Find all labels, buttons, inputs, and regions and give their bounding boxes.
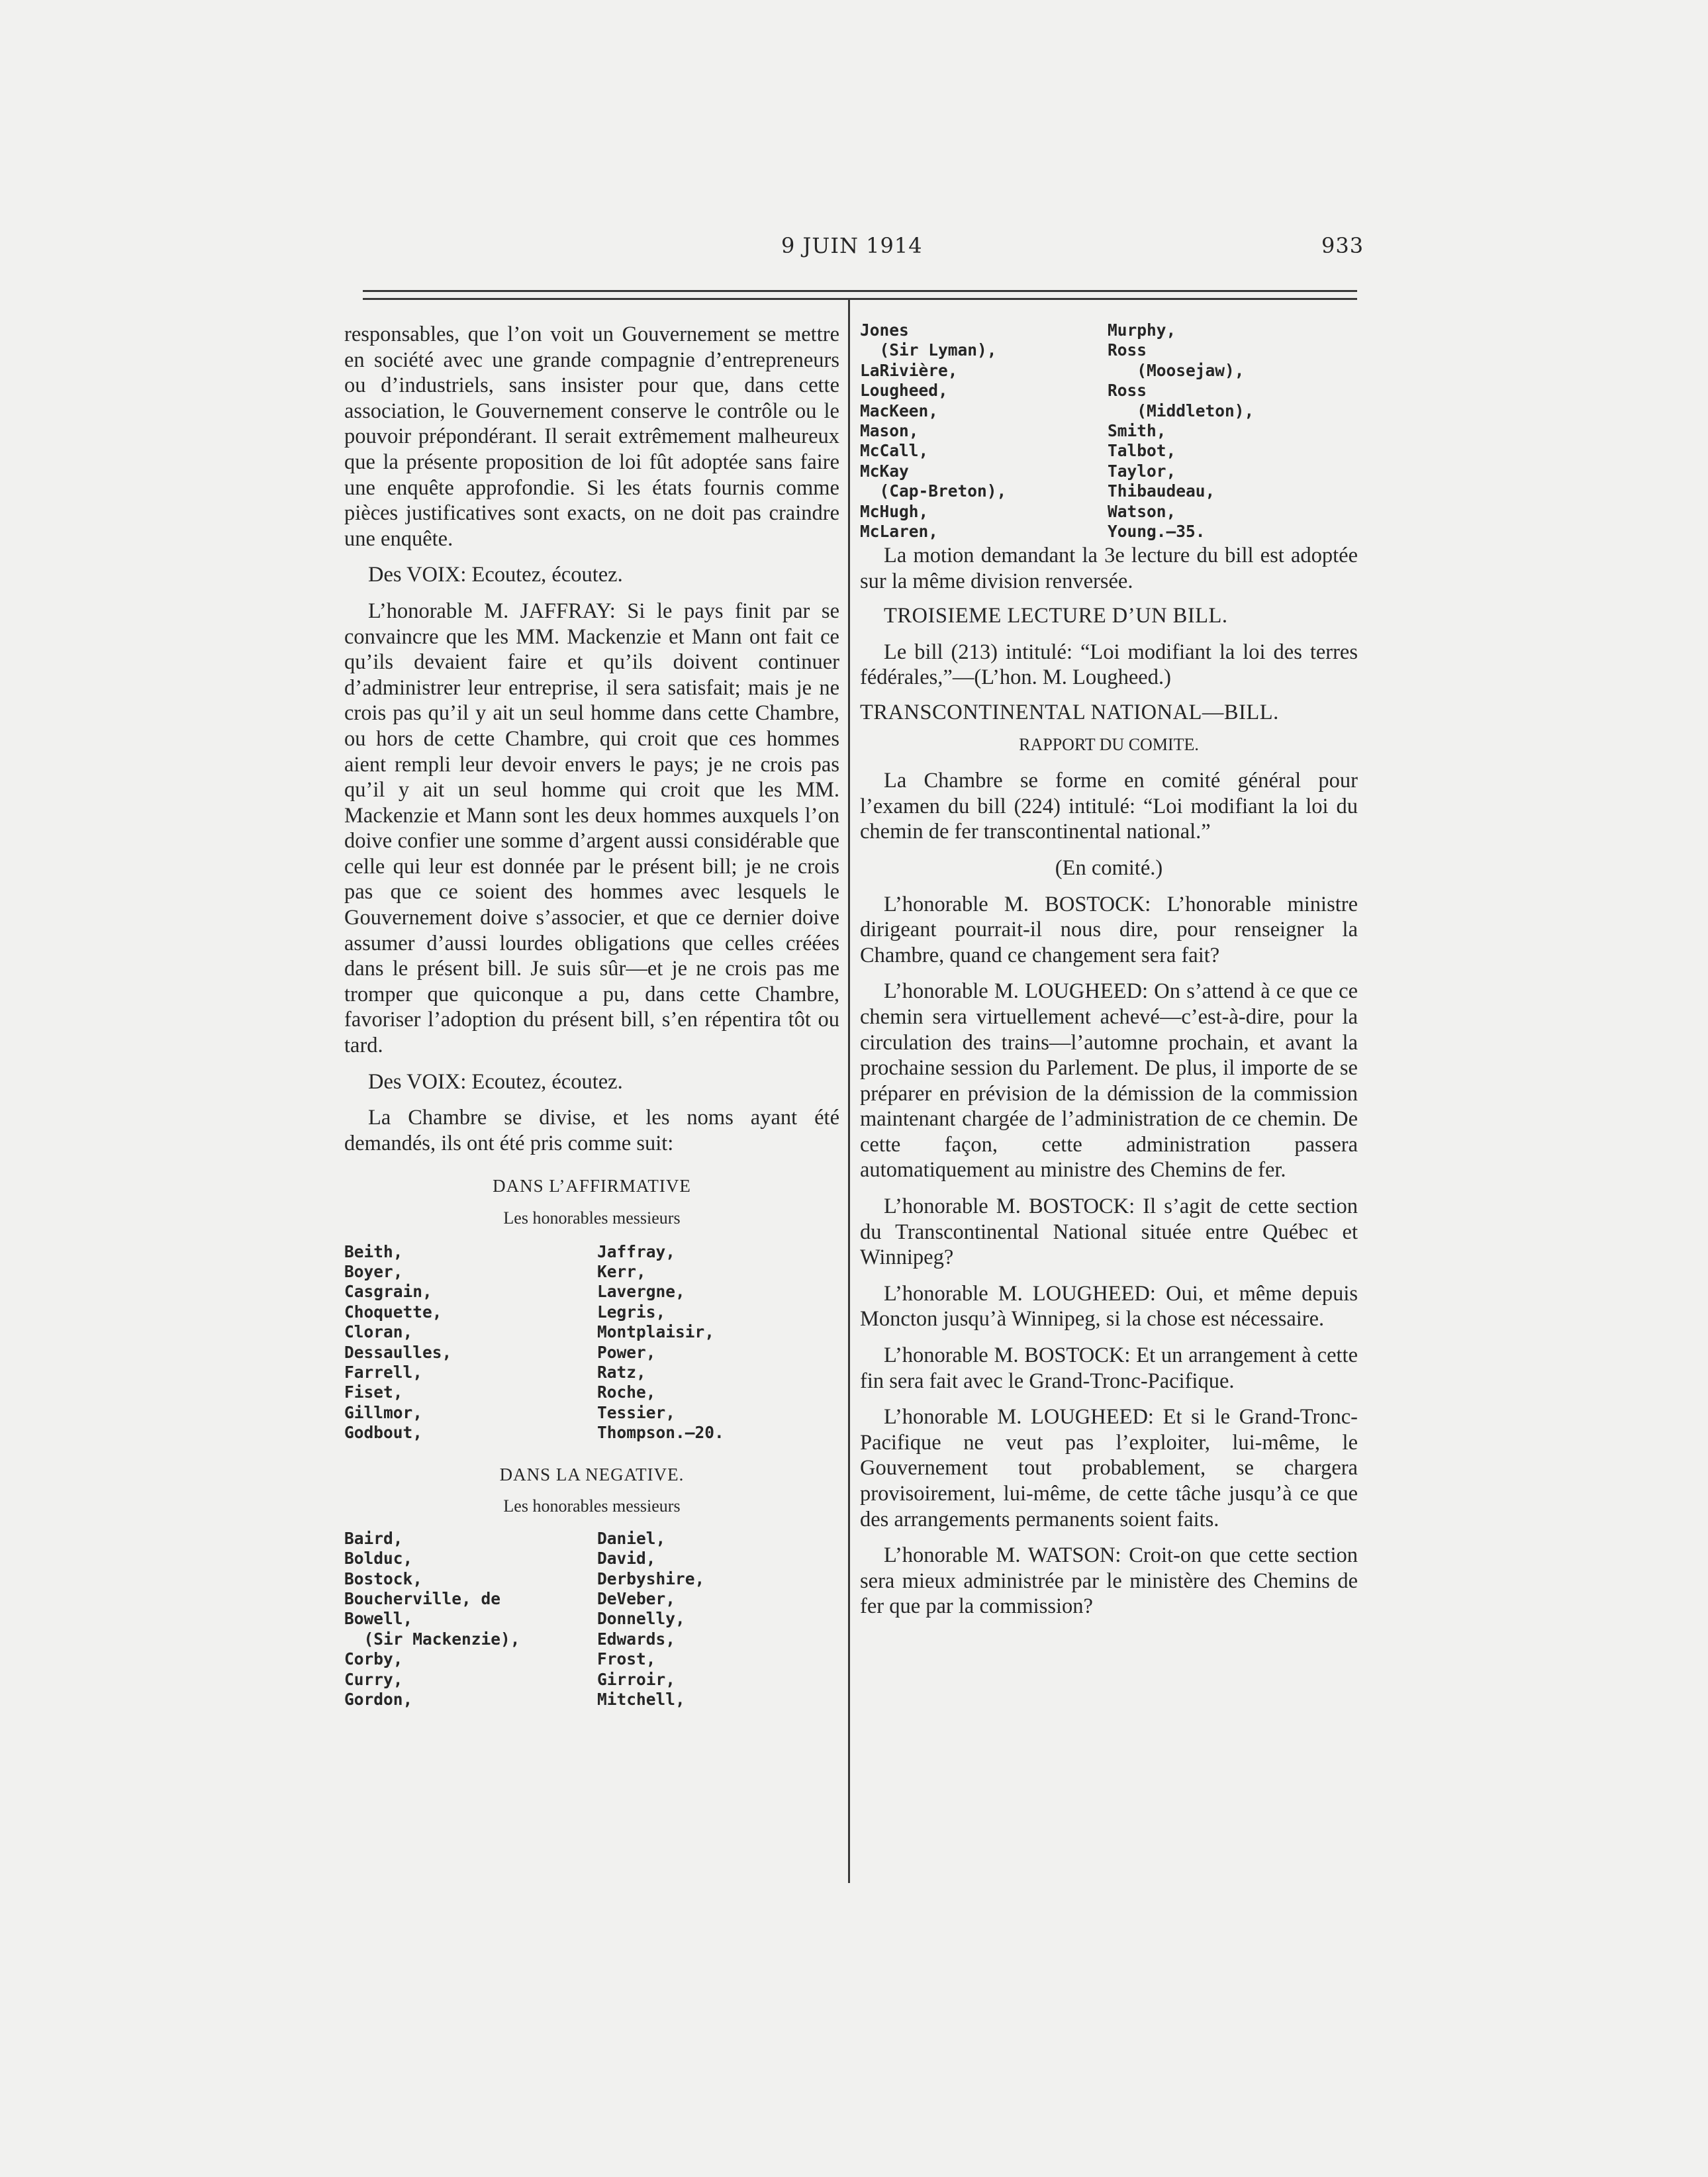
paragraph: Des VOIX: Ecoutez, écoutez. [368, 1069, 623, 1094]
names-column [344, 1529, 520, 1710]
name-entry: Mitchell, [597, 1690, 685, 1710]
names-column [597, 1242, 724, 1443]
paragraph: L’honorable M. BOSTOCK: Il s’agit de cette section du Transcontinental National située entre Québec et Winnipeg? [860, 1194, 1358, 1270]
paragraph: L’honorable M. LOUGHEED: Oui, et même depuis Moncton jusqu’à Winnipeg, si la chose est nécessaire. [860, 1281, 1358, 1331]
names-column [1108, 320, 1254, 542]
name-entry: McHugh, [860, 501, 929, 521]
header-rule-top [363, 290, 1357, 292]
committee-note: (En comité.) [1055, 855, 1163, 880]
paragraph: L’honorable M. BOSTOCK: L’honorable ministre dirigeant pourrait-il nous dire, pour renseigner la Chambre, quand ce changement sera fait? [860, 892, 1358, 967]
name-entry: MacKeen, [860, 401, 939, 420]
vote-subheading: Les honorables messieurs [503, 1496, 681, 1516]
name-entry: Fiset, [344, 1382, 403, 1402]
header-date: 9 JUIN 1914 [781, 233, 923, 258]
name-entry: Roche, [597, 1382, 656, 1402]
page-number: 933 [1321, 233, 1364, 258]
name-entry: Farrell, [344, 1363, 423, 1382]
name-entry: Derbyshire, [597, 1569, 705, 1588]
paragraph: L’honorable M. JAFFRAY: Si le pays finit par se convaincre que les MM. Mackenzie et Mann ont fait ce qu’ils devaient faire et qu’ils doivent continuer d’administrer leur entreprise, il sera satisfait; mais je ne crois pas qu’il y ait un seul homme dans cette Chambre, ou hors de cette Chambre, qui croit que ces hommes aient rempli leur devoir envers le pays; je ne crois pas qu’il y ait un seul homme qui croit que les MM. Mackenzie et Mann sont les deux hommes auxquels l’on doive confier une somme d’argent aussi considérable que celle qui leur est donnée par le présent bill; je ne crois pas que ce soient des hommes avec lesquels le Gouvernement doive s’associer, et que ce dernier doive assumer d’aussi lourdes obligations que celles créées dans le présent bill. Je suis sûr—et je ne crois pas me tromper que quiconque a pu, dans cette Chambre, favoriser l’adoption du présent bill, s’en répentira tôt ou tard. [344, 599, 839, 1058]
name-entry: Legris, [597, 1302, 666, 1322]
paragraph: L’honorable M. BOSTOCK: Et un arrangement à cette fin sera fait avec le Grand-Tronc-Pacifique. [860, 1343, 1358, 1393]
name-entry: Bolduc, [344, 1549, 413, 1569]
name-entry: Curry, [344, 1669, 403, 1689]
name-entry: Bostock, [344, 1569, 423, 1588]
name-entry: (Middleton), [1108, 401, 1255, 420]
name-entry: Montplaisir, [597, 1322, 715, 1342]
name-entry: Young.—35. [1108, 522, 1206, 542]
name-entry: McKay [860, 461, 909, 481]
right-column [860, 320, 1358, 1620]
paragraph: responsables, que l’on voit un Gouvernement se mettre en société avec une grande compagnie d’entrepreneurs ou d’industriels, sans insister pour que, dans cette association, le Gouvernement conserve le contrôle ou le pouvoir prépondérant. Il serait extrêmement malheureux que la présente proposition de loi fût adoptée sans faire une enquête approfondie. Si les états fournis comme pièces justificatives sont exacts, on ne doit pas craindre une enquête. [344, 322, 839, 551]
name-entry: Baird, [344, 1528, 403, 1548]
name-entry: Ross [1108, 340, 1147, 360]
name-entry: Boucherville, de [344, 1589, 501, 1608]
name-entry: Bowell, [344, 1609, 413, 1629]
name-entry: Casgrain, [344, 1282, 432, 1302]
vote-subheading: Les honorables messieurs [503, 1208, 681, 1228]
paragraph: La Chambre se divise, et les noms ayant été demandés, ils ont été pris comme suit: [344, 1106, 839, 1155]
paragraph: Des VOIX: Ecoutez, écoutez. [368, 563, 623, 587]
section-subtitle: RAPPORT DU COMITE. [1019, 734, 1199, 754]
paragraph: La Chambre se forme en comité général pour l’examen du bill (224) intitulé: “Loi modifiant la loi du chemin de fer transcontinental national.” [860, 769, 1358, 844]
names-column [860, 320, 1006, 542]
name-entry: Kerr, [597, 1262, 646, 1281]
paragraph: L’honorable M. LOUGHEED: On s’attend à ce que ce chemin sera virtuellement achevé—c’est-à-dire, pour la circulation des trains—l’automne prochain, et avant la prochaine session du Parlement. De plus, il importe de se préparer en prévision de la démission de la commission maintenant chargée de l’administration de ce chemin. De cette façon, cette administration passera automatiquement au ministre des Chemins de fer. [860, 979, 1358, 1183]
name-entry: LaRivière, [860, 360, 958, 380]
name-entry: Ross [1108, 381, 1147, 401]
name-entry: Frost, [597, 1649, 656, 1669]
name-entry: Corby, [344, 1649, 403, 1669]
paragraph: La motion demandant la 3e lecture du bill est adoptée sur la même division renversée. [860, 544, 1358, 593]
name-entry: David, [597, 1549, 656, 1569]
name-entry: Dessaulles, [344, 1342, 452, 1362]
name-entry: Cloran, [344, 1322, 413, 1342]
affirmative-names-list [344, 1242, 839, 1445]
name-entry: Beith, [344, 1241, 403, 1261]
name-entry: Taylor, [1108, 461, 1176, 481]
name-entry: Donnelly, [597, 1609, 685, 1629]
section-title: TROISIEME LECTURE D’UN BILL. [884, 604, 1228, 628]
name-entry: Lavergne, [597, 1282, 685, 1302]
name-entry: Mason, [860, 421, 919, 441]
name-entry: Edwards, [597, 1629, 676, 1649]
column-divider [848, 299, 850, 1883]
name-entry: Smith, [1108, 421, 1166, 441]
name-entry: Jones [860, 320, 909, 340]
name-entry: Gillmor, [344, 1402, 423, 1422]
name-entry: McLaren, [860, 522, 939, 542]
name-entry: Boyer, [344, 1262, 403, 1281]
name-entry: Ratz, [597, 1363, 646, 1382]
name-entry: Murphy, [1108, 320, 1176, 340]
name-entry: Godbout, [344, 1423, 423, 1443]
names-column [597, 1529, 704, 1710]
name-entry: Tessier, [597, 1402, 676, 1422]
section-title: TRANSCONTINENTAL NATIONAL—BILL. [860, 700, 1279, 724]
name-entry: Choquette, [344, 1302, 442, 1322]
vote-heading-affirmative: DANS L’AFFIRMATIVE [493, 1176, 691, 1196]
name-entry: Thibaudeau, [1108, 481, 1215, 501]
name-entry: (Cap-Breton), [860, 481, 1007, 501]
negative-names-list [344, 1529, 839, 1731]
paragraph: L’honorable M. LOUGHEED: Et si le Grand-Tronc-Pacifique ne veut pas l’exploiter, lui-même, le Gouvernement tout probablement, se chargera provisoirement, lui-même, de cette tâche jusqu’à ce que des arrangements permanents soient faits. [860, 1405, 1358, 1531]
name-entry: Daniel, [597, 1528, 666, 1548]
vote-heading-negative: DANS LA NEGATIVE. [499, 1464, 685, 1484]
name-entry: DeVeber, [597, 1589, 676, 1608]
name-entry: McCall, [860, 441, 929, 461]
name-entry: Lougheed, [860, 381, 948, 401]
name-entry: Gordon, [344, 1690, 413, 1710]
header-rule-bottom [363, 298, 1357, 300]
name-entry: (Sir Lyman), [860, 340, 997, 360]
name-entry: Power, [597, 1342, 656, 1362]
paragraph: Le bill (213) intitulé: “Loi modifiant la loi des terres fédérales,”—(L’hon. M. Lougheed.) [860, 640, 1358, 690]
name-entry: Girroir, [597, 1669, 676, 1689]
name-entry: Watson, [1108, 501, 1176, 521]
name-entry: Talbot, [1108, 441, 1176, 461]
name-entry: Jaffray, [597, 1241, 676, 1261]
name-entry: (Moosejaw), [1108, 360, 1245, 380]
name-entry: (Sir Mackenzie), [344, 1629, 520, 1649]
names-column [344, 1242, 451, 1443]
left-column [344, 322, 839, 1731]
name-entry: Thompson.—20. [597, 1423, 724, 1443]
negative-names-continued [860, 320, 1358, 543]
paragraph: L’honorable M. WATSON: Croit-on que cette section sera mieux administrée par le ministère des Chemins de fer que par la commission? [860, 1543, 1358, 1619]
